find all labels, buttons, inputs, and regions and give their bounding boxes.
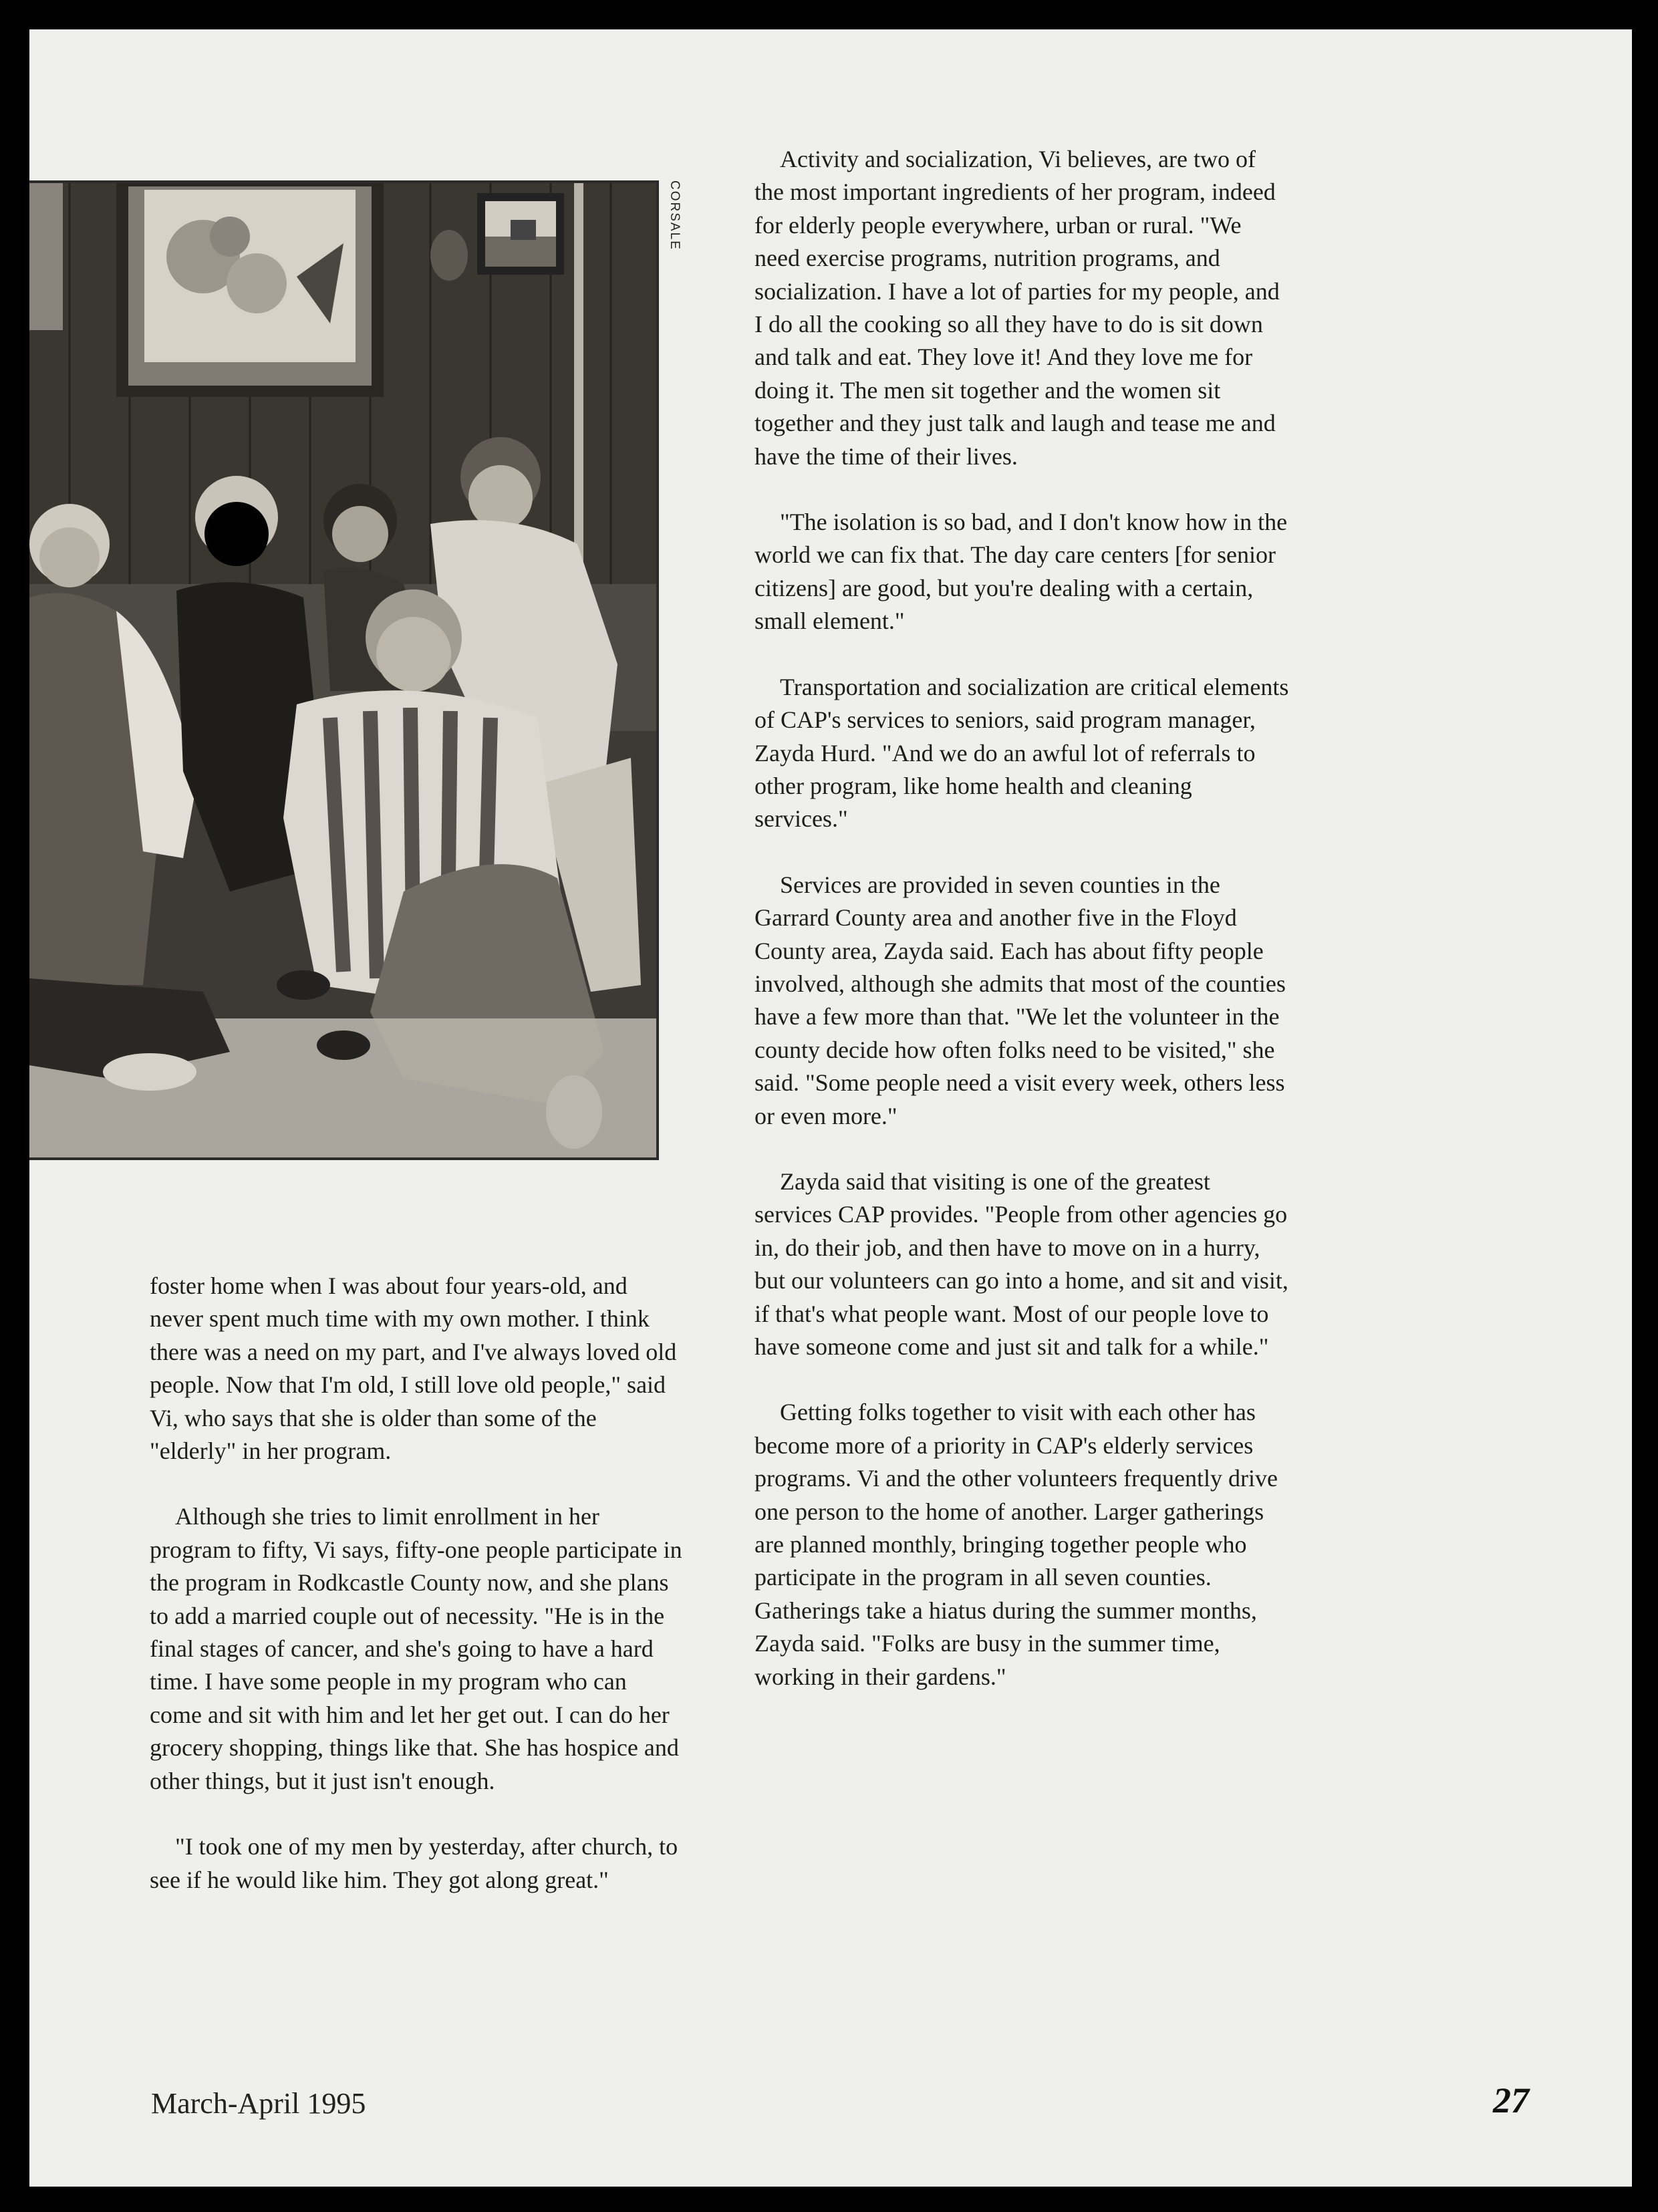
article-paragraph: "The isolation is so bad, and I don't know how in the world we can fix that. The day care centers [for senior citizens] are good, but you're dealing with a certain, small element." [754, 509, 1288, 635]
magazine-page [29, 29, 1632, 2187]
page-number: 27 [1493, 2080, 1529, 2120]
issue-date: March-April 1995 [151, 2087, 366, 2120]
article-paragraph: Getting folks together to visit with each other has become more of a priority in CAP's elderly services programs. Vi and the other volunteers frequently drive one person to the home of another. Larger gatherings are planned monthly, bringing together people who participate in the program in all seven counties. Gatherings take a hiatus during the summer months, Zayda said. "Folks are busy in the summer time, working in their gardens." [754, 1399, 1278, 1690]
right-article-column [754, 143, 1289, 1726]
group-of-elderly-women-photo [29, 180, 659, 1160]
left-article-column [150, 1270, 684, 1929]
article-paragraph: Services are provided in seven counties in the Garrard County area and another five in the Floyd County area, Zayda said. Each has about fifty people involved, although she admits that most of the counties have a few more than that. "We let the volunteer in the county decide how often folks need to be visited," she said. "Some people need a visit every week, others less or even more." [754, 871, 1286, 1129]
photo-illustration [29, 183, 656, 1157]
article-paragraph: Zayda said that visiting is one of the greatest services CAP provides. "People from other agencies go in, do their job, and then have to move on in a hurry, but our volunteers can go into a home, and sit and visit, if that's what people want. Most of our people love to have someone come and just sit and talk for a while." [754, 1167, 1288, 1360]
article-paragraph: foster home when I was about four years-old, and never spent much time with my own mother. I think there was a need on my part, and I've always loved old people. Now that I'm old, I still love old people," said Vi, who says that she is older than some of the "elderly" in her program. [150, 1272, 677, 1465]
article-paragraph: Transportation and socialization are critical elements of CAP's services to seniors, said program manager, Zayda Hurd. "And we do an awful lot of referrals to other program, like home health and cleaning services." [754, 673, 1289, 833]
article-paragraph: "I took one of my men by yesterday, after church, to see if he would like him. They got along great." [150, 1833, 678, 1893]
article-paragraph: Activity and socialization, Vi believes, are two of the most important ingredients of her program, indeed for elderly people everywhere, urban or rural. "We need exercise programs, nutrition programs, and socialization. I have a lot of parties for my people, and I do all the cooking so all they have to do is sit down and talk and eat. They love it! And they love me for doing it. The men sit together and the women sit together and they just talk and laugh and tease me and have the time of their lives. [754, 146, 1280, 470]
article-paragraph: Although she tries to limit enrollment in her program to fifty, Vi says, fifty-one people participate in the program in Rodkcastle County now, and she plans to add a married couple out of necessity. "He is in the final stages of cancer, and she's going to have a hard time. I have some people in my program who can come and sit with him and let her get out. I can do her grocery shopping, things like that. She has hospice and other things, but it just isn't enough. [150, 1503, 682, 1794]
photo-credit: CORSALE [668, 180, 682, 251]
